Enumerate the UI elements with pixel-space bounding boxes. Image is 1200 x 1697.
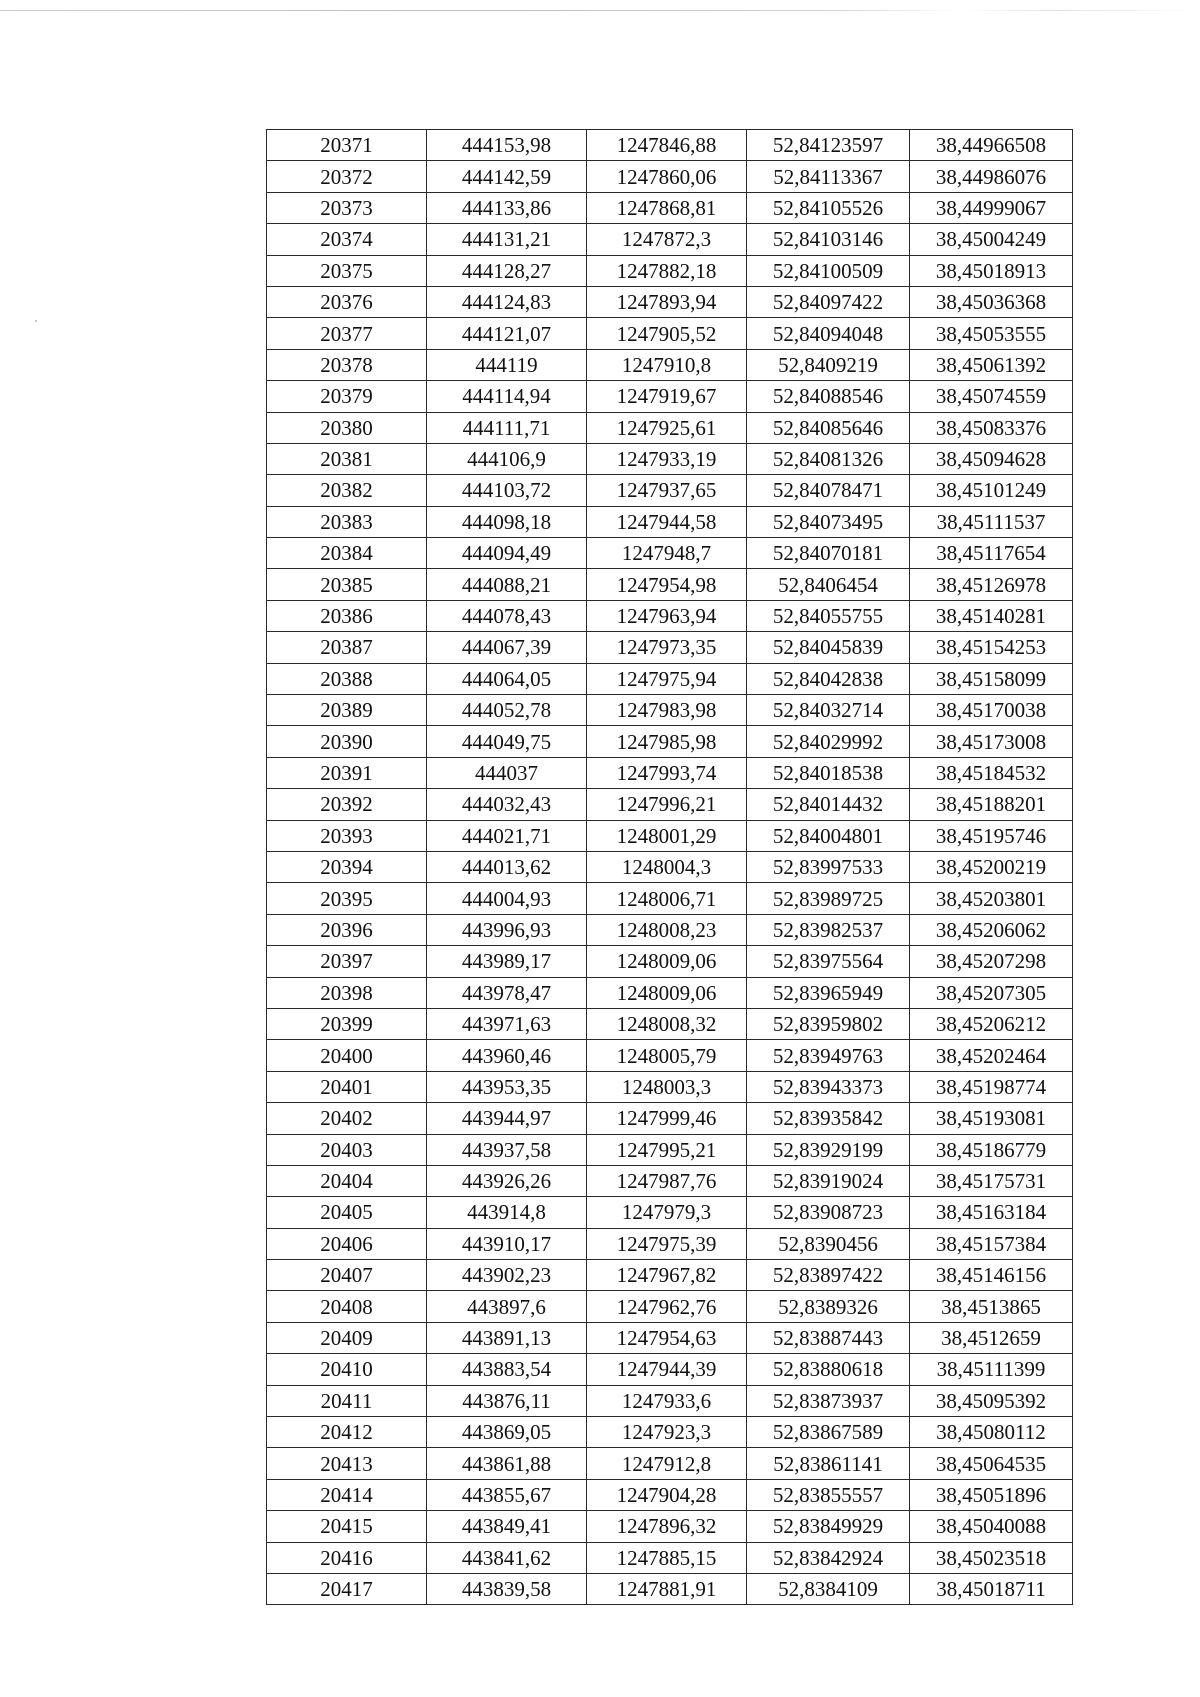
longitude-cell: 38,45193081 <box>910 1103 1073 1134</box>
longitude-cell: 38,45053555 <box>910 318 1073 349</box>
longitude-cell: 38,45094628 <box>910 443 1073 474</box>
latitude-cell: 52,83855557 <box>747 1479 910 1510</box>
table-row <box>267 789 1073 820</box>
y-coordinate-cell: 1247948,7 <box>587 538 747 569</box>
point-id-cell: 20390 <box>267 726 427 757</box>
x-coordinate-cell: 444064,05 <box>427 663 587 694</box>
table-row <box>267 1573 1073 1604</box>
y-coordinate-cell: 1248009,06 <box>587 946 747 977</box>
table-row <box>267 1511 1073 1542</box>
point-id-cell: 20378 <box>267 349 427 380</box>
y-coordinate-cell: 1247868,81 <box>587 192 747 223</box>
point-id-cell: 20403 <box>267 1134 427 1165</box>
latitude-cell: 52,83880618 <box>747 1354 910 1385</box>
y-coordinate-cell: 1247996,21 <box>587 789 747 820</box>
y-coordinate-cell: 1248006,71 <box>587 883 747 914</box>
longitude-cell: 38,45186779 <box>910 1134 1073 1165</box>
point-id-cell: 20411 <box>267 1385 427 1416</box>
y-coordinate-cell: 1247987,76 <box>587 1165 747 1196</box>
table-row <box>267 1071 1073 1102</box>
longitude-cell: 38,45117654 <box>910 538 1073 569</box>
longitude-cell: 38,45202464 <box>910 1040 1073 1071</box>
y-coordinate-cell: 1247993,74 <box>587 757 747 788</box>
table-row <box>267 946 1073 977</box>
latitude-cell: 52,84042838 <box>747 663 910 694</box>
point-id-cell: 20415 <box>267 1511 427 1542</box>
table-row <box>267 1197 1073 1228</box>
latitude-cell: 52,8384109 <box>747 1573 910 1604</box>
longitude-cell: 38,45111399 <box>910 1354 1073 1385</box>
longitude-cell: 38,45154253 <box>910 632 1073 663</box>
table-row <box>267 569 1073 600</box>
longitude-cell: 38,45061392 <box>910 349 1073 380</box>
table-row <box>267 883 1073 914</box>
latitude-cell: 52,8390456 <box>747 1228 910 1259</box>
x-coordinate-cell: 443869,05 <box>427 1417 587 1448</box>
point-id-cell: 20412 <box>267 1417 427 1448</box>
point-id-cell: 20401 <box>267 1071 427 1102</box>
table-row <box>267 1322 1073 1353</box>
point-id-cell: 20393 <box>267 820 427 851</box>
x-coordinate-cell: 443989,17 <box>427 946 587 977</box>
longitude-cell: 38,45170038 <box>910 695 1073 726</box>
longitude-cell: 38,45206212 <box>910 1008 1073 1039</box>
coordinates-table-body <box>267 130 1073 1605</box>
x-coordinate-cell: 444013,62 <box>427 851 587 882</box>
x-coordinate-cell: 444121,07 <box>427 318 587 349</box>
y-coordinate-cell: 1247973,35 <box>587 632 747 663</box>
table-row <box>267 663 1073 694</box>
point-id-cell: 20384 <box>267 538 427 569</box>
table-row <box>267 851 1073 882</box>
latitude-cell: 52,83861141 <box>747 1448 910 1479</box>
latitude-cell: 52,83929199 <box>747 1134 910 1165</box>
latitude-cell: 52,84088546 <box>747 381 910 412</box>
point-id-cell: 20414 <box>267 1479 427 1510</box>
x-coordinate-cell: 444078,43 <box>427 600 587 631</box>
y-coordinate-cell: 1248005,79 <box>587 1040 747 1071</box>
point-id-cell: 20373 <box>267 192 427 223</box>
point-id-cell: 20405 <box>267 1197 427 1228</box>
table-row <box>267 1008 1073 1039</box>
latitude-cell: 52,83989725 <box>747 883 910 914</box>
x-coordinate-cell: 443926,26 <box>427 1165 587 1196</box>
latitude-cell: 52,84094048 <box>747 318 910 349</box>
x-coordinate-cell: 444021,71 <box>427 820 587 851</box>
x-coordinate-cell: 443971,63 <box>427 1008 587 1039</box>
latitude-cell: 52,84078471 <box>747 475 910 506</box>
point-id-cell: 20410 <box>267 1354 427 1385</box>
table-row <box>267 1134 1073 1165</box>
table-row <box>267 1103 1073 1134</box>
y-coordinate-cell: 1247893,94 <box>587 286 747 317</box>
y-coordinate-cell: 1248008,23 <box>587 914 747 945</box>
point-id-cell: 20417 <box>267 1573 427 1604</box>
longitude-cell: 38,45018913 <box>910 255 1073 286</box>
latitude-cell: 52,84029992 <box>747 726 910 757</box>
table-row <box>267 1165 1073 1196</box>
x-coordinate-cell: 444037 <box>427 757 587 788</box>
longitude-cell: 38,45101249 <box>910 475 1073 506</box>
longitude-cell: 38,45206062 <box>910 914 1073 945</box>
x-coordinate-cell: 443910,17 <box>427 1228 587 1259</box>
longitude-cell: 38,45080112 <box>910 1417 1073 1448</box>
point-id-cell: 20397 <box>267 946 427 977</box>
y-coordinate-cell: 1248004,3 <box>587 851 747 882</box>
latitude-cell: 52,84045839 <box>747 632 910 663</box>
longitude-cell: 38,45074559 <box>910 381 1073 412</box>
table-row <box>267 381 1073 412</box>
point-id-cell: 20398 <box>267 977 427 1008</box>
point-id-cell: 20388 <box>267 663 427 694</box>
x-coordinate-cell: 444098,18 <box>427 506 587 537</box>
table-row <box>267 914 1073 945</box>
longitude-cell: 38,45158099 <box>910 663 1073 694</box>
table-row <box>267 318 1073 349</box>
y-coordinate-cell: 1247912,8 <box>587 1448 747 1479</box>
longitude-cell: 38,45126978 <box>910 569 1073 600</box>
point-id-cell: 20383 <box>267 506 427 537</box>
longitude-cell: 38,45200219 <box>910 851 1073 882</box>
table-row <box>267 1260 1073 1291</box>
x-coordinate-cell: 444133,86 <box>427 192 587 223</box>
point-id-cell: 20382 <box>267 475 427 506</box>
longitude-cell: 38,45095392 <box>910 1385 1073 1416</box>
x-coordinate-cell: 444142,59 <box>427 161 587 192</box>
x-coordinate-cell: 443855,67 <box>427 1479 587 1510</box>
x-coordinate-cell: 443944,97 <box>427 1103 587 1134</box>
longitude-cell: 38,45146156 <box>910 1260 1073 1291</box>
latitude-cell: 52,83842924 <box>747 1542 910 1573</box>
latitude-cell: 52,8409219 <box>747 349 910 380</box>
table-row <box>267 506 1073 537</box>
y-coordinate-cell: 1247985,98 <box>587 726 747 757</box>
x-coordinate-cell: 444032,43 <box>427 789 587 820</box>
x-coordinate-cell: 444131,21 <box>427 224 587 255</box>
y-coordinate-cell: 1247882,18 <box>587 255 747 286</box>
point-id-cell: 20408 <box>267 1291 427 1322</box>
x-coordinate-cell: 444049,75 <box>427 726 587 757</box>
latitude-cell: 52,83908723 <box>747 1197 910 1228</box>
latitude-cell: 52,83959802 <box>747 1008 910 1039</box>
x-coordinate-cell: 443978,47 <box>427 977 587 1008</box>
y-coordinate-cell: 1247846,88 <box>587 130 747 161</box>
x-coordinate-cell: 444088,21 <box>427 569 587 600</box>
y-coordinate-cell: 1247860,06 <box>587 161 747 192</box>
y-coordinate-cell: 1247944,58 <box>587 506 747 537</box>
y-coordinate-cell: 1247979,3 <box>587 1197 747 1228</box>
latitude-cell: 52,84081326 <box>747 443 910 474</box>
point-id-cell: 20374 <box>267 224 427 255</box>
point-id-cell: 20377 <box>267 318 427 349</box>
x-coordinate-cell: 444106,9 <box>427 443 587 474</box>
table-row <box>267 977 1073 1008</box>
latitude-cell: 52,84018538 <box>747 757 910 788</box>
table-row <box>267 1542 1073 1573</box>
x-coordinate-cell: 444128,27 <box>427 255 587 286</box>
table-row <box>267 757 1073 788</box>
point-id-cell: 20391 <box>267 757 427 788</box>
table-row <box>267 161 1073 192</box>
y-coordinate-cell: 1247983,98 <box>587 695 747 726</box>
table-row <box>267 820 1073 851</box>
coordinates-table-container <box>266 129 1072 1605</box>
longitude-cell: 38,45064535 <box>910 1448 1073 1479</box>
point-id-cell: 20406 <box>267 1228 427 1259</box>
longitude-cell: 38,4512659 <box>910 1322 1073 1353</box>
y-coordinate-cell: 1247904,28 <box>587 1479 747 1510</box>
longitude-cell: 38,45004249 <box>910 224 1073 255</box>
latitude-cell: 52,84014432 <box>747 789 910 820</box>
point-id-cell: 20380 <box>267 412 427 443</box>
x-coordinate-cell: 444103,72 <box>427 475 587 506</box>
x-coordinate-cell: 443883,54 <box>427 1354 587 1385</box>
table-row <box>267 130 1073 161</box>
longitude-cell: 38,45207305 <box>910 977 1073 1008</box>
latitude-cell: 52,83849929 <box>747 1511 910 1542</box>
x-coordinate-cell: 443897,6 <box>427 1291 587 1322</box>
latitude-cell: 52,84070181 <box>747 538 910 569</box>
y-coordinate-cell: 1247975,94 <box>587 663 747 694</box>
x-coordinate-cell: 444114,94 <box>427 381 587 412</box>
longitude-cell: 38,45175731 <box>910 1165 1073 1196</box>
longitude-cell: 38,45140281 <box>910 600 1073 631</box>
x-coordinate-cell: 444153,98 <box>427 130 587 161</box>
longitude-cell: 38,44986076 <box>910 161 1073 192</box>
longitude-cell: 38,45018711 <box>910 1573 1073 1604</box>
x-coordinate-cell: 443937,58 <box>427 1134 587 1165</box>
table-row <box>267 726 1073 757</box>
scan-edge-line <box>0 10 1200 11</box>
point-id-cell: 20396 <box>267 914 427 945</box>
point-id-cell: 20385 <box>267 569 427 600</box>
longitude-cell: 38,45023518 <box>910 1542 1073 1573</box>
latitude-cell: 52,84103146 <box>747 224 910 255</box>
x-coordinate-cell: 444004,93 <box>427 883 587 914</box>
longitude-cell: 38,45198774 <box>910 1071 1073 1102</box>
y-coordinate-cell: 1247885,15 <box>587 1542 747 1573</box>
x-coordinate-cell: 443839,58 <box>427 1573 587 1604</box>
point-id-cell: 20395 <box>267 883 427 914</box>
latitude-cell: 52,84100509 <box>747 255 910 286</box>
table-row <box>267 600 1073 631</box>
latitude-cell: 52,83975564 <box>747 946 910 977</box>
y-coordinate-cell: 1247872,3 <box>587 224 747 255</box>
x-coordinate-cell: 443891,13 <box>427 1322 587 1353</box>
x-coordinate-cell: 443849,41 <box>427 1511 587 1542</box>
longitude-cell: 38,45184532 <box>910 757 1073 788</box>
x-coordinate-cell: 444052,78 <box>427 695 587 726</box>
longitude-cell: 38,45157384 <box>910 1228 1073 1259</box>
y-coordinate-cell: 1247954,63 <box>587 1322 747 1353</box>
y-coordinate-cell: 1247944,39 <box>587 1354 747 1385</box>
latitude-cell: 52,84113367 <box>747 161 910 192</box>
longitude-cell: 38,45163184 <box>910 1197 1073 1228</box>
y-coordinate-cell: 1247905,52 <box>587 318 747 349</box>
point-id-cell: 20376 <box>267 286 427 317</box>
y-coordinate-cell: 1247967,82 <box>587 1260 747 1291</box>
latitude-cell: 52,84004801 <box>747 820 910 851</box>
point-id-cell: 20407 <box>267 1260 427 1291</box>
x-coordinate-cell: 443953,35 <box>427 1071 587 1102</box>
longitude-cell: 38,45188201 <box>910 789 1073 820</box>
latitude-cell: 52,83943373 <box>747 1071 910 1102</box>
longitude-cell: 38,45040088 <box>910 1511 1073 1542</box>
point-id-cell: 20409 <box>267 1322 427 1353</box>
table-row <box>267 1448 1073 1479</box>
y-coordinate-cell: 1247919,67 <box>587 381 747 412</box>
y-coordinate-cell: 1248001,29 <box>587 820 747 851</box>
x-coordinate-cell: 443960,46 <box>427 1040 587 1071</box>
y-coordinate-cell: 1247933,6 <box>587 1385 747 1416</box>
x-coordinate-cell: 443996,93 <box>427 914 587 945</box>
point-id-cell: 20371 <box>267 130 427 161</box>
longitude-cell: 38,45207298 <box>910 946 1073 977</box>
table-row <box>267 475 1073 506</box>
y-coordinate-cell: 1247937,65 <box>587 475 747 506</box>
coordinates-table <box>266 129 1073 1605</box>
point-id-cell: 20399 <box>267 1008 427 1039</box>
longitude-cell: 38,45051896 <box>910 1479 1073 1510</box>
point-id-cell: 20372 <box>267 161 427 192</box>
y-coordinate-cell: 1247962,76 <box>587 1291 747 1322</box>
longitude-cell: 38,4513865 <box>910 1291 1073 1322</box>
latitude-cell: 52,83919024 <box>747 1165 910 1196</box>
y-coordinate-cell: 1247923,3 <box>587 1417 747 1448</box>
point-id-cell: 20402 <box>267 1103 427 1134</box>
latitude-cell: 52,84123597 <box>747 130 910 161</box>
point-id-cell: 20389 <box>267 695 427 726</box>
table-row <box>267 1417 1073 1448</box>
table-row <box>267 286 1073 317</box>
latitude-cell: 52,83873937 <box>747 1385 910 1416</box>
latitude-cell: 52,8389326 <box>747 1291 910 1322</box>
table-row <box>267 1479 1073 1510</box>
longitude-cell: 38,45195746 <box>910 820 1073 851</box>
x-coordinate-cell: 443876,11 <box>427 1385 587 1416</box>
x-coordinate-cell: 443861,88 <box>427 1448 587 1479</box>
table-row <box>267 1354 1073 1385</box>
point-id-cell: 20404 <box>267 1165 427 1196</box>
table-row <box>267 1228 1073 1259</box>
table-row <box>267 255 1073 286</box>
longitude-cell: 38,44966508 <box>910 130 1073 161</box>
y-coordinate-cell: 1247925,61 <box>587 412 747 443</box>
latitude-cell: 52,83997533 <box>747 851 910 882</box>
table-row <box>267 443 1073 474</box>
table-row <box>267 1291 1073 1322</box>
y-coordinate-cell: 1248003,3 <box>587 1071 747 1102</box>
x-coordinate-cell: 443902,23 <box>427 1260 587 1291</box>
y-coordinate-cell: 1247954,98 <box>587 569 747 600</box>
longitude-cell: 38,45111537 <box>910 506 1073 537</box>
x-coordinate-cell: 444124,83 <box>427 286 587 317</box>
scan-speck <box>35 320 37 322</box>
longitude-cell: 38,45083376 <box>910 412 1073 443</box>
latitude-cell: 52,84097422 <box>747 286 910 317</box>
y-coordinate-cell: 1247896,32 <box>587 1511 747 1542</box>
point-id-cell: 20413 <box>267 1448 427 1479</box>
table-row <box>267 349 1073 380</box>
table-row <box>267 1385 1073 1416</box>
table-row <box>267 412 1073 443</box>
x-coordinate-cell: 444067,39 <box>427 632 587 663</box>
point-id-cell: 20387 <box>267 632 427 663</box>
latitude-cell: 52,84073495 <box>747 506 910 537</box>
x-coordinate-cell: 444094,49 <box>427 538 587 569</box>
y-coordinate-cell: 1247963,94 <box>587 600 747 631</box>
point-id-cell: 20394 <box>267 851 427 882</box>
y-coordinate-cell: 1248008,32 <box>587 1008 747 1039</box>
y-coordinate-cell: 1248009,06 <box>587 977 747 1008</box>
point-id-cell: 20379 <box>267 381 427 412</box>
latitude-cell: 52,84105526 <box>747 192 910 223</box>
longitude-cell: 38,45173008 <box>910 726 1073 757</box>
y-coordinate-cell: 1247881,91 <box>587 1573 747 1604</box>
point-id-cell: 20400 <box>267 1040 427 1071</box>
table-row <box>267 632 1073 663</box>
latitude-cell: 52,83949763 <box>747 1040 910 1071</box>
latitude-cell: 52,83982537 <box>747 914 910 945</box>
latitude-cell: 52,83867589 <box>747 1417 910 1448</box>
table-row <box>267 1040 1073 1071</box>
latitude-cell: 52,84085646 <box>747 412 910 443</box>
latitude-cell: 52,83887443 <box>747 1322 910 1353</box>
longitude-cell: 38,45203801 <box>910 883 1073 914</box>
table-row <box>267 538 1073 569</box>
point-id-cell: 20392 <box>267 789 427 820</box>
point-id-cell: 20416 <box>267 1542 427 1573</box>
latitude-cell: 52,8406454 <box>747 569 910 600</box>
point-id-cell: 20386 <box>267 600 427 631</box>
latitude-cell: 52,83897422 <box>747 1260 910 1291</box>
latitude-cell: 52,83935842 <box>747 1103 910 1134</box>
x-coordinate-cell: 443914,8 <box>427 1197 587 1228</box>
y-coordinate-cell: 1247995,21 <box>587 1134 747 1165</box>
latitude-cell: 52,84055755 <box>747 600 910 631</box>
longitude-cell: 38,45036368 <box>910 286 1073 317</box>
longitude-cell: 38,44999067 <box>910 192 1073 223</box>
y-coordinate-cell: 1247999,46 <box>587 1103 747 1134</box>
x-coordinate-cell: 444119 <box>427 349 587 380</box>
table-row <box>267 224 1073 255</box>
x-coordinate-cell: 444111,71 <box>427 412 587 443</box>
y-coordinate-cell: 1247933,19 <box>587 443 747 474</box>
table-row <box>267 695 1073 726</box>
latitude-cell: 52,83965949 <box>747 977 910 1008</box>
point-id-cell: 20375 <box>267 255 427 286</box>
x-coordinate-cell: 443841,62 <box>427 1542 587 1573</box>
point-id-cell: 20381 <box>267 443 427 474</box>
table-row <box>267 192 1073 223</box>
y-coordinate-cell: 1247975,39 <box>587 1228 747 1259</box>
y-coordinate-cell: 1247910,8 <box>587 349 747 380</box>
latitude-cell: 52,84032714 <box>747 695 910 726</box>
